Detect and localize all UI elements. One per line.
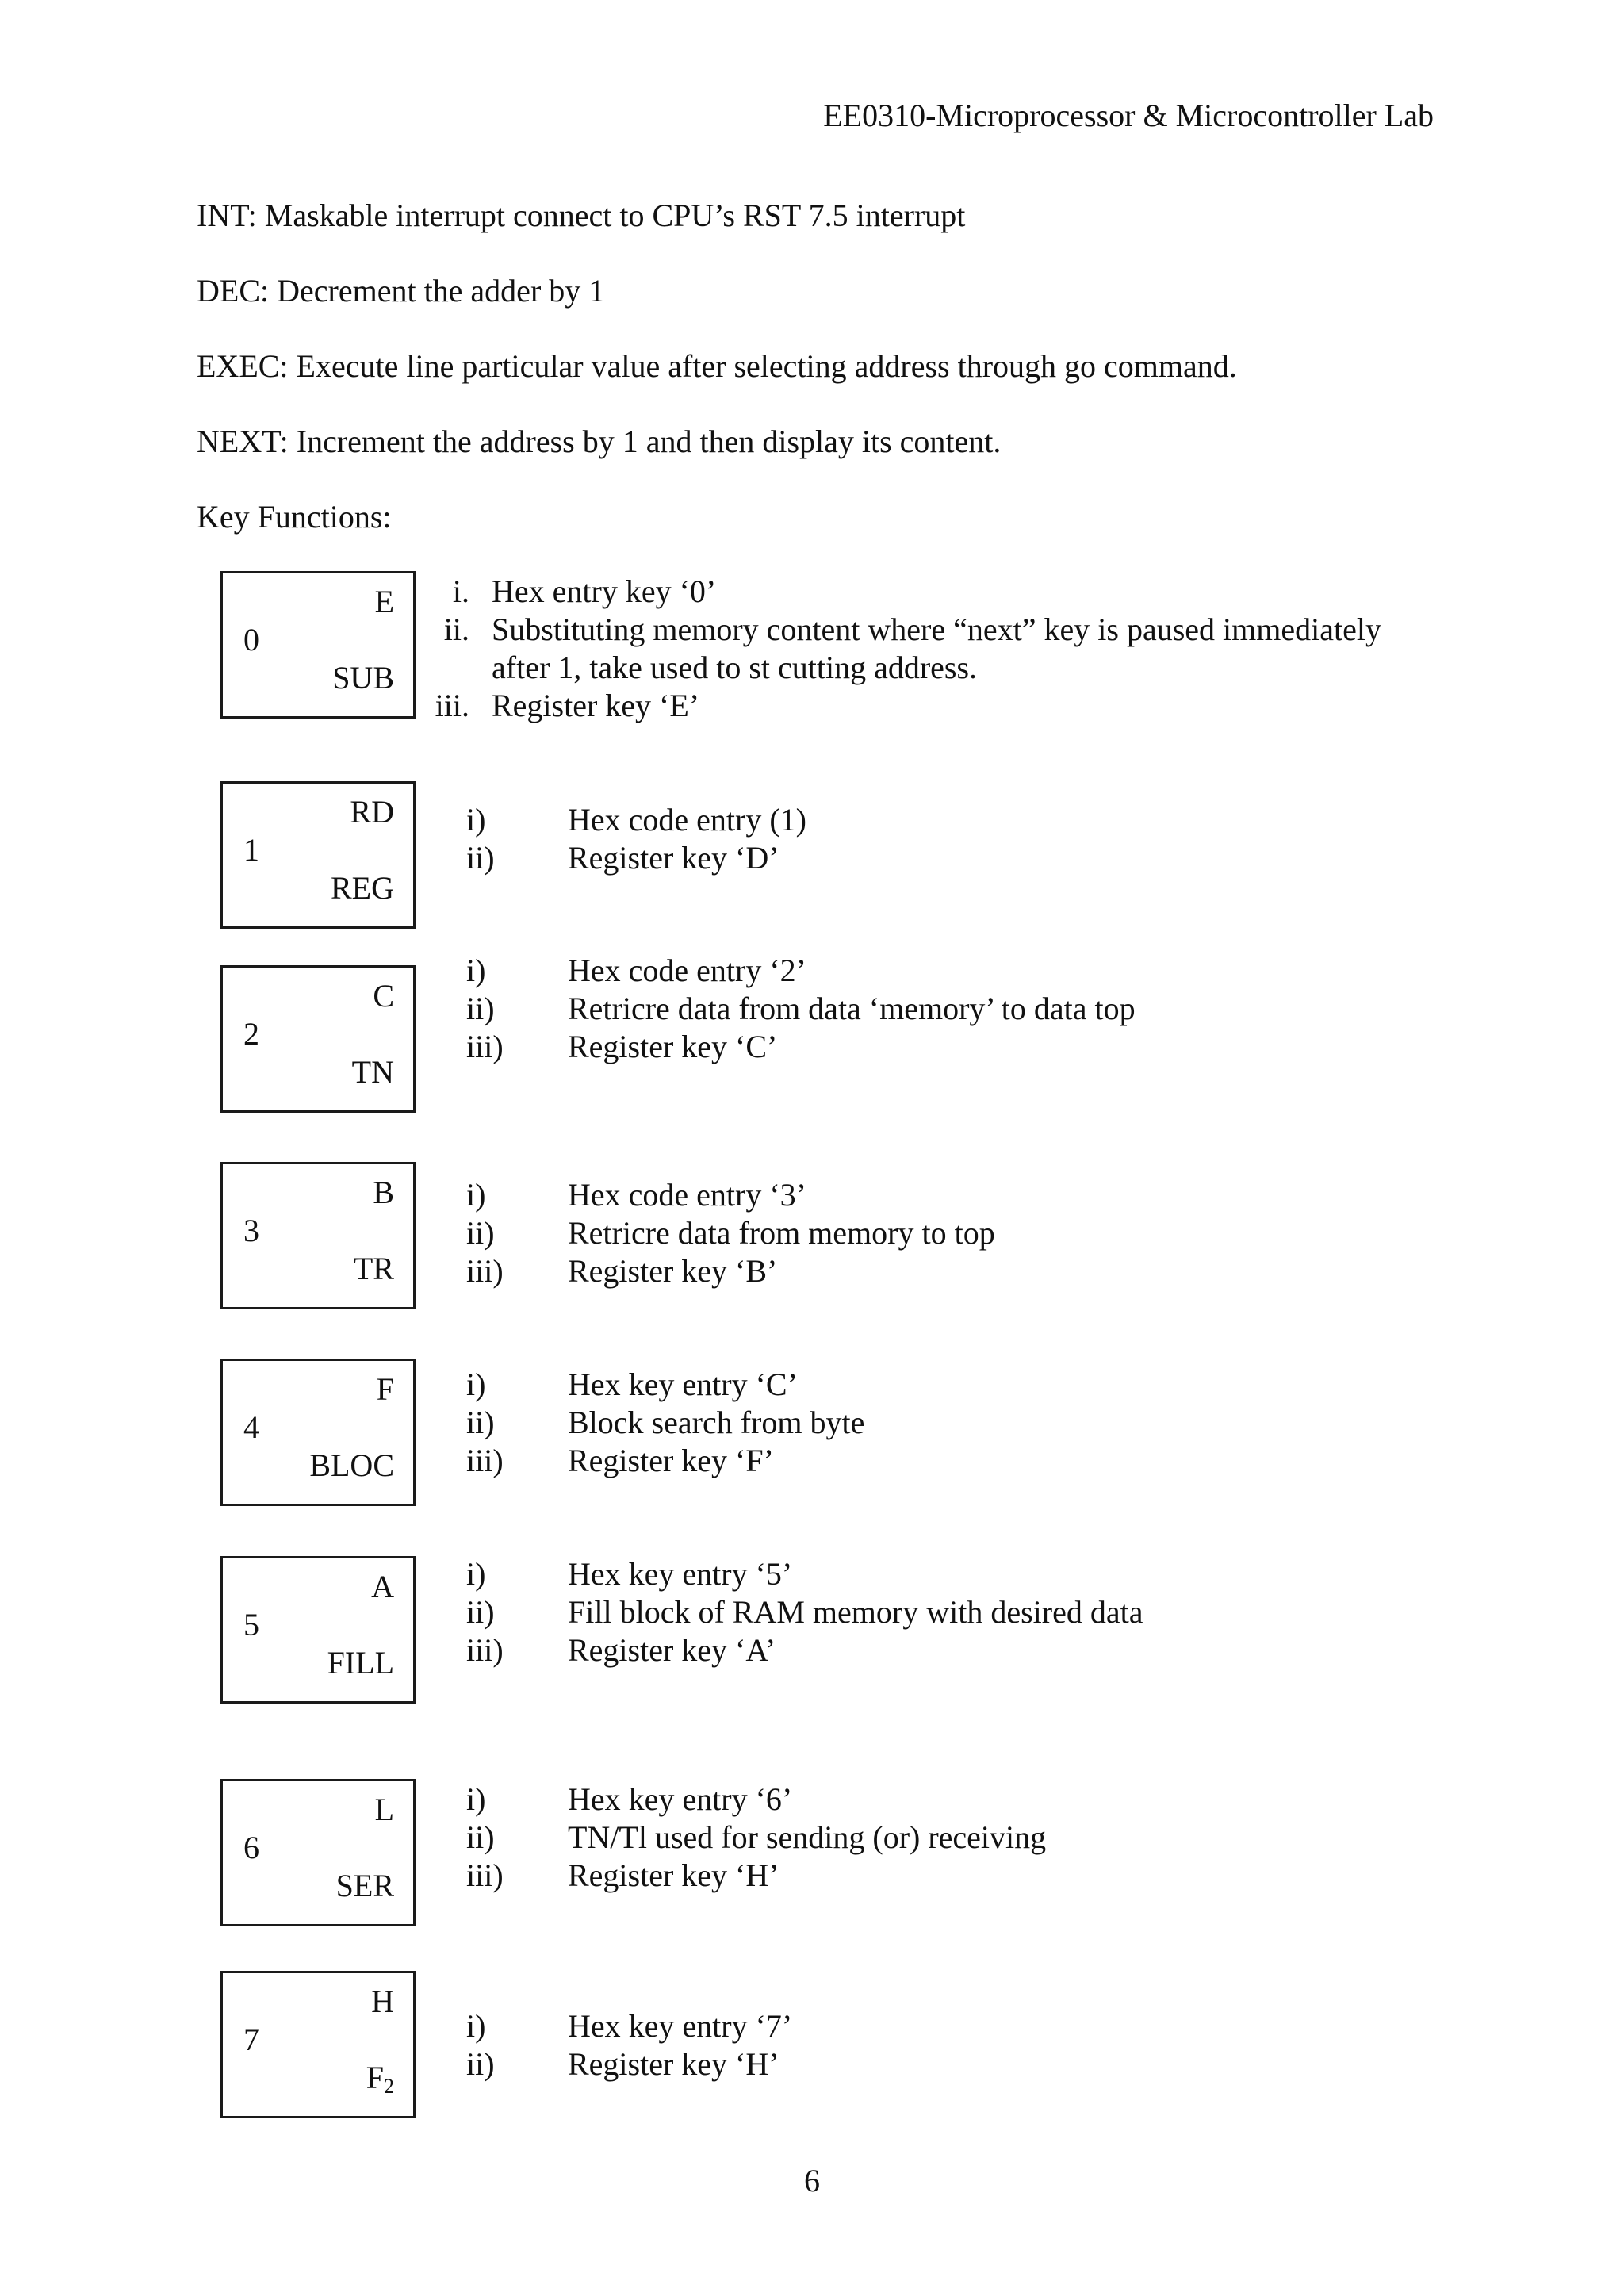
list-text: Register key ‘F’: [568, 1443, 774, 1478]
key-box-4: [220, 1359, 416, 1506]
section-heading-key-functions: Key Functions:: [197, 499, 392, 535]
page-header: EE0310-Microprocessor & Microcontroller Lab: [823, 98, 1434, 133]
list-marker: i.: [452, 573, 469, 609]
key-box-6: [220, 1779, 416, 1926]
key-4-functions: [466, 1366, 1497, 1480]
list-text: Register key ‘C’: [568, 1029, 778, 1064]
key-3-functions: [466, 1176, 1497, 1290]
key-top-label: RD: [350, 794, 394, 830]
list-item: [466, 1442, 1497, 1480]
list-text: Hex key entry ‘C’: [568, 1366, 798, 1402]
list-marker: iii): [466, 1857, 504, 1893]
list-item: [466, 1366, 1497, 1404]
definition-next: NEXT: Increment the address by 1 and then display its content.: [197, 424, 1002, 459]
definition-int: INT: Maskable interrupt connect to CPU’s RST 7.5 interrupt: [197, 197, 966, 233]
list-text: Hex code entry (1): [568, 802, 806, 838]
list-item: [466, 2045, 1497, 2083]
list-item: [466, 839, 1497, 877]
key-box-7: [220, 1971, 416, 2118]
list-text: Retricre data from data ‘memory’ to data top: [568, 991, 1136, 1026]
key-number: 1: [243, 832, 259, 868]
list-text: Fill block of RAM memory with desired data: [568, 1594, 1143, 1630]
key-bottom-label-subscript: 2: [384, 2075, 394, 2098]
list-item: [466, 1593, 1497, 1631]
key-top-label: F: [376, 1371, 394, 1407]
list-item: [466, 801, 1497, 839]
list-text: Register key ‘E’: [492, 688, 700, 723]
key-top-label: C: [373, 978, 394, 1014]
list-marker: ii): [466, 840, 495, 876]
key-box-2: [220, 965, 416, 1113]
key-number: 4: [243, 1409, 259, 1445]
list-marker: iii): [466, 1029, 504, 1064]
key-number: 3: [243, 1213, 259, 1248]
list-item: [466, 1404, 1497, 1442]
key-bottom-label: BLOC: [309, 1447, 394, 1483]
list-text: Retricre data from memory to top: [568, 1215, 995, 1251]
key-7-functions: [466, 2007, 1497, 2083]
list-marker: ii): [466, 991, 495, 1026]
list-marker: i): [466, 953, 486, 988]
list-item: [428, 687, 1459, 725]
list-text: Hex key entry ‘5’: [568, 1556, 793, 1592]
key-number: 5: [243, 1607, 259, 1642]
list-marker: i): [466, 1177, 486, 1213]
list-text: Hex code entry ‘2’: [568, 953, 806, 988]
list-marker: i): [466, 1556, 486, 1592]
key-box-3: [220, 1162, 416, 1309]
list-marker: iii.: [435, 688, 469, 723]
list-text: Register key ‘D’: [568, 840, 779, 876]
key-top-label: B: [373, 1175, 394, 1210]
list-item: [466, 1214, 1497, 1252]
list-item: [466, 952, 1497, 990]
key-box-1: [220, 781, 416, 929]
list-text: Register key ‘H’: [568, 1857, 779, 1893]
key-number: 7: [243, 2022, 259, 2057]
list-item: [466, 1780, 1497, 1819]
list-marker: ii): [466, 2046, 495, 2082]
list-marker: iii): [466, 1632, 504, 1668]
list-text: Hex entry key ‘0’: [492, 573, 717, 609]
key-top-label: E: [374, 584, 394, 619]
page-number: 6: [804, 2163, 820, 2198]
definition-dec: DEC: Decrement the adder by 1: [197, 273, 605, 309]
key-top-label: A: [371, 1569, 394, 1604]
list-item: [466, 990, 1497, 1028]
list-text: Block search from byte: [568, 1405, 865, 1440]
list-marker: ii): [466, 1405, 495, 1440]
list-item: [466, 2007, 1497, 2045]
list-marker: ii): [466, 1215, 495, 1251]
key-1-functions: [466, 801, 1497, 877]
list-marker: ii): [466, 1819, 495, 1855]
key-2-functions: [466, 952, 1497, 1066]
key-bottom-label: TN: [351, 1054, 394, 1090]
key-top-label: H: [371, 1984, 394, 2019]
key-box-0: [220, 571, 416, 719]
key-0-functions: [428, 573, 1459, 725]
key-bottom-label: TR: [353, 1251, 394, 1286]
key-bottom-label: FILL: [327, 1645, 394, 1681]
key-box-5: [220, 1556, 416, 1704]
list-marker: iii): [466, 1253, 504, 1289]
list-marker: i): [466, 1781, 486, 1817]
key-number: 0: [243, 622, 259, 657]
key-bottom-label: [366, 2060, 394, 2104]
list-text: Hex code entry ‘3’: [568, 1177, 806, 1213]
list-item: [466, 1028, 1497, 1066]
key-5-functions: [466, 1555, 1497, 1669]
key-bottom-label-base: F: [366, 2060, 384, 2095]
list-item: [428, 573, 1459, 611]
key-number: 2: [243, 1016, 259, 1052]
list-item: [466, 1631, 1497, 1669]
list-marker: iii): [466, 1443, 504, 1478]
list-item: [428, 611, 1459, 649]
list-text: Register key ‘B’: [568, 1253, 778, 1289]
key-top-label: L: [374, 1792, 394, 1827]
key-6-functions: [466, 1780, 1497, 1895]
list-marker: ii.: [443, 611, 469, 647]
list-marker: i): [466, 1366, 486, 1402]
list-text: after 1, take used to st cutting address.: [492, 650, 978, 685]
list-item: [428, 649, 1459, 687]
list-marker: i): [466, 2008, 486, 2044]
list-text: Substituting memory content where “next” key is paused immediately: [492, 611, 1381, 647]
list-item: [466, 1857, 1497, 1895]
list-text: Register key ‘A’: [568, 1632, 776, 1668]
list-marker: ii): [466, 1594, 495, 1630]
list-text: Register key ‘H’: [568, 2046, 779, 2082]
list-item: [466, 1176, 1497, 1214]
key-bottom-label: SER: [335, 1868, 394, 1903]
key-bottom-label: SUB: [332, 660, 394, 696]
list-text: Hex key entry ‘6’: [568, 1781, 793, 1817]
list-item: [466, 1252, 1497, 1290]
list-marker: i): [466, 802, 486, 838]
list-item: [466, 1555, 1497, 1593]
key-number: 6: [243, 1830, 259, 1865]
definition-exec: EXEC: Execute line particular value after selecting address through go command.: [197, 348, 1237, 384]
list-item: [466, 1819, 1497, 1857]
key-bottom-label: REG: [331, 870, 394, 906]
list-text: Hex key entry ‘7’: [568, 2008, 793, 2044]
list-text: TN/Tl used for sending (or) receiving: [568, 1819, 1047, 1855]
